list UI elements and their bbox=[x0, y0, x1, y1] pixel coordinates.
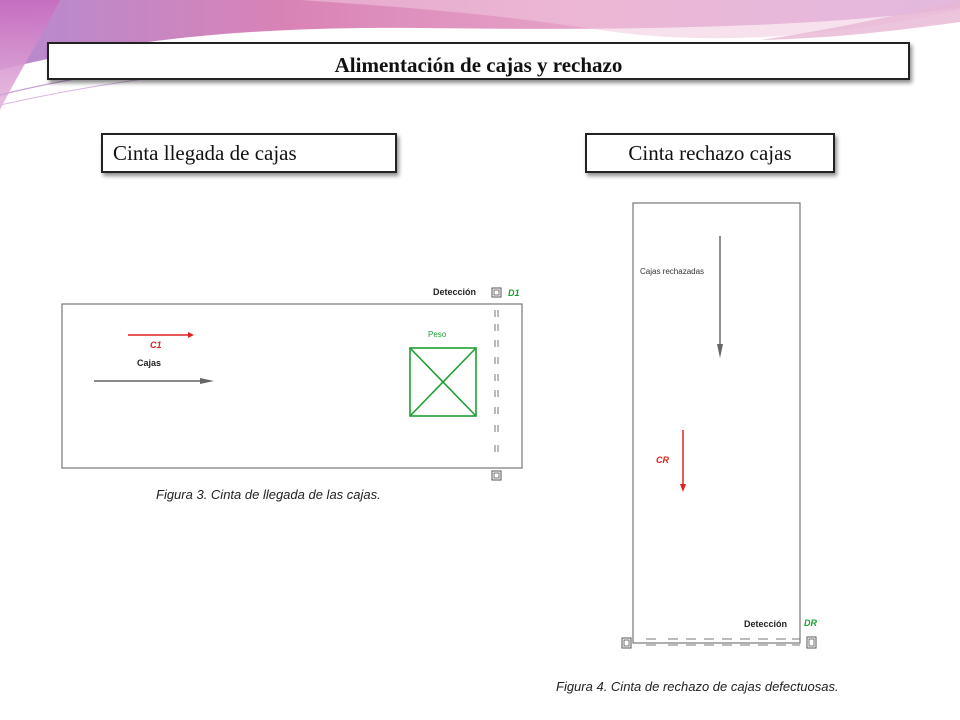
sensor-dr-label: DR bbox=[804, 618, 817, 628]
detection-label-right: Detección bbox=[744, 619, 788, 629]
conveyor-belt bbox=[62, 304, 522, 468]
sensor-d1-icon bbox=[492, 288, 501, 297]
weight-label: Peso bbox=[428, 330, 447, 339]
receiver-icon bbox=[492, 471, 501, 480]
figure-4-caption: Figura 4. Cinta de rechazo de cajas defectuosas. bbox=[556, 679, 839, 694]
arrival-conveyor-figure bbox=[48, 277, 535, 510]
figure-3-caption: Figura 3. Cinta de llegada de las cajas. bbox=[156, 487, 381, 502]
motor-cr-label: CR bbox=[656, 455, 669, 465]
left-conveyor-label: Cinta llegada de cajas bbox=[101, 133, 397, 173]
detection-label: Detección bbox=[433, 287, 477, 297]
slide-title: Alimentación de cajas y rechazo bbox=[47, 42, 910, 80]
motor-c1-label: C1 bbox=[150, 340, 162, 350]
boxes-label: Cajas bbox=[137, 358, 162, 368]
rejection-conveyor-figure bbox=[548, 192, 888, 699]
sensor-d1-label: D1 bbox=[508, 288, 520, 298]
emitter-icon bbox=[622, 638, 631, 648]
right-conveyor-label: Cinta rechazo cajas bbox=[585, 133, 835, 173]
rejected-boxes-label: Cajas rechazadas bbox=[640, 267, 705, 276]
